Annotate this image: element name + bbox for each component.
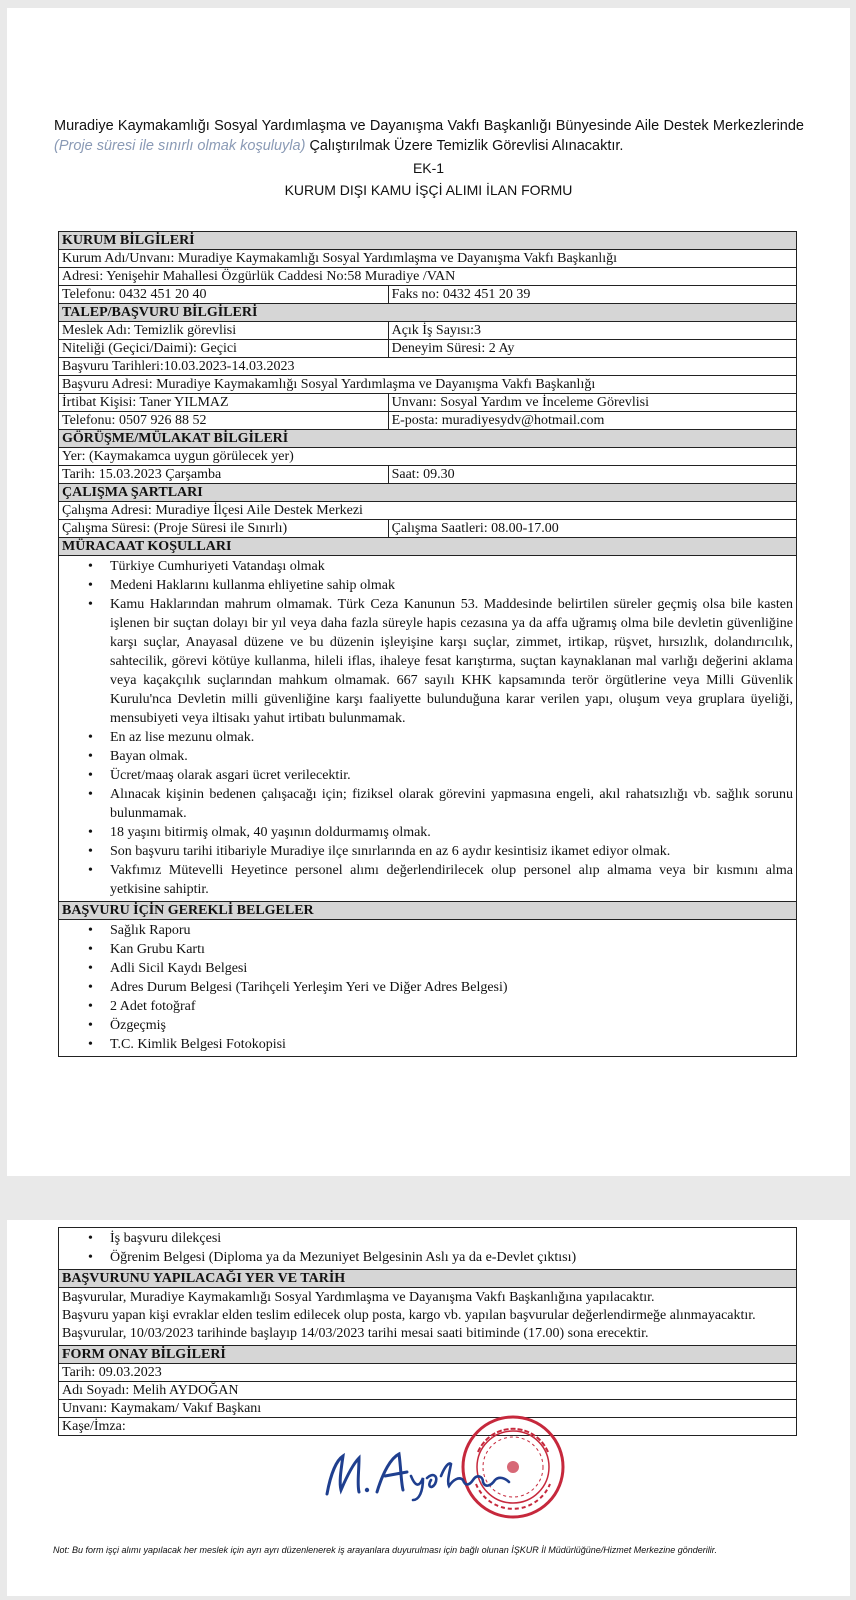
open-positions: Açık İş Sayısı:3 bbox=[388, 322, 796, 340]
list-item: • İş başvuru dilekçesi bbox=[62, 1229, 793, 1248]
section-kurum-header: KURUM BİLGİLERİ bbox=[59, 232, 797, 250]
delivery-rule-text: Başvuru yapan kişi evraklar elden teslim edilecek olup posta, kargo vb. yapılan başvurular değerlendirmeğe alınmayacaktır. bbox=[62, 1308, 756, 1323]
document-page-1 bbox=[7, 8, 850, 1176]
list-item: • T.C. Kimlik Belgesi Fotokopisi bbox=[62, 1035, 793, 1054]
list-item: • Kamu Haklarından mahrum olmamak. Türk Ceza Kanunun 53. Maddesinde belirtilen süreler geçmiş olsa bile kasten işlenen bir suçtan dolayı bir yıl veya daha fazla süreyle hapis cezasına ya da affa uğramış olma bile devletin güvenliğine karşı suçlar, Anayasal düzene ve bu düzenin işleyişine karşı suçlar, zimmet, irtikap, rüşvet, hırsızlık, dolandırıcılık, sahtecilik, görevi kötüye kullanma, hileli iflas, ihaleye fesat karıştırma, suçtan kaynaklanan mal varlığı değerini aklama veya kaçakçılık suçlarından mahkum olmamak. 667 sayılı KHK kapsamında terör örgütlerine veya Milli Güvenlik Kurulu'nca Devletin milli güvenliğine karşı faaliyette bulunduğuna karar verilen yapı, oluşum veya gruplara üyeliği, mensubiyeti veya iltisakı yahut irtibatı bulunmamak. bbox=[62, 595, 793, 728]
list-item: • Sağlık Raporu bbox=[62, 921, 793, 940]
footnote: Not: Bu form işçi alımı yapılacak her meslek için ayrı ayrı düzenlenerek iş arayanlara duyurulması için bağlı olunan İŞKUR İl Müdürlüğüne/Hizmet Merkezine gönderilir. bbox=[53, 1545, 717, 1555]
kurum-phone: Telefonu: 0432 451 20 40 bbox=[59, 286, 389, 304]
list-item: • 2 Adet fotoğraf bbox=[62, 997, 793, 1016]
stamp-signature-label: Kaşe/İmza: bbox=[59, 1418, 797, 1436]
form-table bbox=[58, 231, 797, 1057]
experience: Deneyim Süresi: 2 Ay bbox=[388, 340, 796, 358]
intro-text-end: Çalıştırılmak Üzere Temizlik Görevlisi Alınacaktır. bbox=[309, 138, 624, 154]
list-item: • Vakfımız Mütevelli Heyetince personel alımı değerlendirilecek olup personel alıp almama veya bir kısmını alma yetkisine sahiptir. bbox=[62, 861, 793, 899]
requirements-block bbox=[59, 556, 797, 902]
documents-block-continued bbox=[59, 1228, 797, 1270]
documents-block bbox=[59, 920, 797, 1057]
interview-date: Tarih: 15.03.2023 Çarşamba bbox=[59, 466, 389, 484]
list-item: • Özgeçmiş bbox=[62, 1016, 793, 1035]
occupation: Meslek Adı: Temizlik görevlisi bbox=[59, 322, 389, 340]
section-talep-header: TALEP/BAŞVURU BİLGİLERİ bbox=[59, 304, 797, 322]
signature-image bbox=[319, 1442, 519, 1502]
employment-type: Niteliği (Geçici/Daimi): Geçici bbox=[59, 340, 389, 358]
annex-label: EK-1 bbox=[412, 160, 445, 176]
document-page-2 bbox=[7, 1220, 850, 1596]
application-address: Başvuru Adresi: Muradiye Kaymakamlığı Sosyal Yardımlaşma ve Dayanışma Vakfı Başkanlığı bbox=[59, 376, 797, 394]
kurum-address: Adresi: Yenişehir Mahallesi Özgürlük Caddesi No:58 Muradiye /VAN bbox=[59, 268, 797, 286]
list-item: • Öğrenim Belgesi (Diploma ya da Mezuniyet Belgesinin Aslı ya da e-Devlet çıktısı) bbox=[62, 1248, 793, 1267]
section-gorusme-header: GÖRÜŞME/MÜLAKAT BİLGİLERİ bbox=[59, 430, 797, 448]
section-calisma-header: ÇALIŞMA ŞARTLARI bbox=[59, 484, 797, 502]
form-table-continued bbox=[58, 1227, 797, 1436]
interview-place: Yer: (Kaymakamca uygun görülecek yer) bbox=[59, 448, 797, 466]
list-item: • Ücret/maaş olarak asgari ücret verilecektir. bbox=[62, 766, 793, 785]
application-place-text: Başvurular, Muradiye Kaymakamlığı Sosyal Yardımlaşma ve Dayanışma Vakfı Başkanlığına yapılacaktır. bbox=[62, 1290, 655, 1305]
contact-person: İrtibat Kişisi: Taner YILMAZ bbox=[59, 394, 389, 412]
section-onay-header: FORM ONAY BİLGİLERİ bbox=[59, 1346, 797, 1364]
intro-text: Muradiye Kaymakamlığı Sosyal Yardımlaşma ve Dayanışma Vakfı Başkanlığı Bünyesinde Aile Destek Merkezlerinde bbox=[54, 118, 804, 134]
list-item: • Son başvuru tarihi itibariyle Muradiye ilçe sınırlarında en az 6 aydır kesintisiz ikamet ediyor olmak. bbox=[62, 842, 793, 861]
application-period-text: Başvurular, 10/03/2023 tarihinde başlayıp 14/03/2023 tarihi mesai saati bitiminde (17.00) sona erecektir. bbox=[62, 1326, 649, 1341]
list-item: • Alınacak kişinin bedenen çalışacağı için; fiziksel olarak görevini yapmasına engeli, akıl rahatsızlığı vb. sağlık sorunu bulunmamak. bbox=[62, 785, 793, 823]
intro-highlight: (Proje süresi ile sınırlı olmak koşuluyla) bbox=[54, 138, 306, 154]
section-muracaat-header: MÜRACAAT KOŞULLARI bbox=[59, 538, 797, 556]
list-item: • Bayan olmak. bbox=[62, 747, 793, 766]
approver-title: Unvanı: Kaymakam/ Vakıf Başkanı bbox=[59, 1400, 797, 1418]
contact-title: Unvanı: Sosyal Yardım ve İnceleme Görevlisi bbox=[388, 394, 796, 412]
interview-time: Saat: 09.30 bbox=[388, 466, 796, 484]
approver-name: Adı Soyadı: Melih AYDOĞAN bbox=[59, 1382, 797, 1400]
contact-phone: Telefonu: 0507 926 88 52 bbox=[59, 412, 389, 430]
approval-date: Tarih: 09.03.2023 bbox=[59, 1364, 797, 1382]
list-item: • Türkiye Cumhuriyeti Vatandaşı olmak bbox=[62, 557, 793, 576]
application-dates: Başvuru Tarihleri:10.03.2023-14.03.2023 bbox=[59, 358, 797, 376]
section-belgeler-header: BAŞVURU İÇİN GEREKLİ BELGELER bbox=[59, 902, 797, 920]
list-item: • Adli Sicil Kaydı Belgesi bbox=[62, 959, 793, 978]
work-duration: Çalışma Süresi: (Proje Süresi ile Sınırlı) bbox=[59, 520, 389, 538]
intro-paragraph bbox=[54, 116, 804, 156]
kurum-fax: Faks no: 0432 451 20 39 bbox=[388, 286, 796, 304]
section-basvuru-yer-header: BAŞVURUNU YAPILACAĞI YER VE TARİH bbox=[59, 1270, 797, 1288]
work-address: Çalışma Adresi: Muradiye İlçesi Aile Destek Merkezi bbox=[59, 502, 797, 520]
list-item: • Kan Grubu Kartı bbox=[62, 940, 793, 959]
work-hours: Çalışma Saatleri: 08.00-17.00 bbox=[388, 520, 796, 538]
list-item: • Medeni Haklarını kullanma ehliyetine sahip olmak bbox=[62, 576, 793, 595]
contact-email: E-posta: muradiyesydv@hotmail.com bbox=[388, 412, 796, 430]
list-item: • Adres Durum Belgesi (Tarihçeli Yerleşim Yeri ve Diğer Adres Belgesi) bbox=[62, 978, 793, 997]
form-title: KURUM DIŞI KAMU İŞÇİ ALIMI İLAN FORMU bbox=[284, 182, 573, 198]
list-item: • En az lise mezunu olmak. bbox=[62, 728, 793, 747]
application-place-block bbox=[59, 1288, 797, 1346]
kurum-name: Kurum Adı/Unvanı: Muradiye Kaymakamlığı Sosyal Yardımlaşma ve Dayanışma Vakfı Başkanlığı bbox=[59, 250, 797, 268]
list-item: • 18 yaşını bitirmiş olmak, 40 yaşının doldurmamış olmak. bbox=[62, 823, 793, 842]
